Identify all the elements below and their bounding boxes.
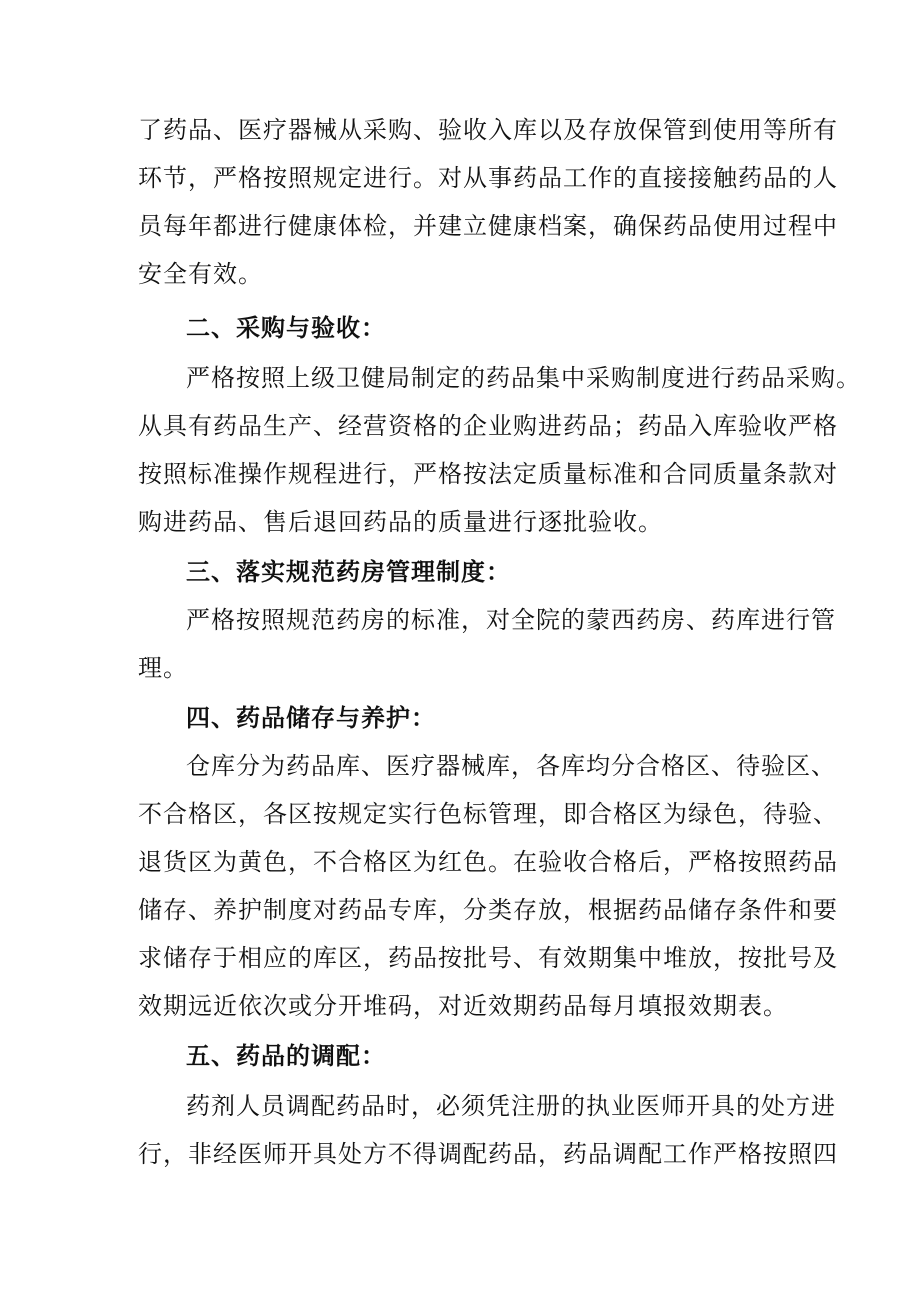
- paragraph-dispensing: [138, 1082, 838, 1178]
- paragraph-pharmacy-management: [138, 596, 836, 692]
- section-heading-pharmacy-management: 三、落实规范药房管理制度：: [186, 557, 511, 586]
- text-line: 安全有效。: [138, 260, 263, 288]
- text-line: 储存、养护制度对药品专库，分类存放，根据药品储存条件和要: [138, 896, 838, 924]
- section-heading-storage: 四、药品储存与养护：: [186, 703, 436, 732]
- text-line: 仓库分为药品库、医疗器械库，各库均分合格区、待验区、: [186, 752, 836, 780]
- text-line: 按照标准操作规程进行，严格按法定质量标准和合同质量条款对: [138, 460, 838, 488]
- paragraph-procurement: [138, 354, 861, 546]
- section-heading-procurement: 二、采购与验收：: [186, 313, 386, 342]
- text-line: 效期远近依次或分开堆码，对近效期药品每月填报效期表。: [138, 992, 788, 1020]
- text-line: 不合格区，各区按规定实行色标管理，即合格区为绿色，待验、: [138, 800, 838, 828]
- text-line: 环节，严格按照规定进行。对从事药品工作的直接接触药品的人: [138, 164, 838, 192]
- paragraph-intro-continuation: [138, 106, 838, 298]
- text-line: 求储存于相应的库区，药品按批号、有效期集中堆放，按批号及: [138, 944, 838, 972]
- text-line: 购进药品、售后退回药品的质量进行逐批验收。: [138, 508, 663, 536]
- text-line: 员每年都进行健康体检，并建立健康档案，确保药品使用过程中: [138, 212, 838, 240]
- text-line: 理。: [138, 654, 188, 682]
- text-line: 退货区为黄色，不合格区为红色。在验收合格后，严格按照药品: [138, 848, 838, 876]
- text-line: 严格按照上级卫健局制定的药品集中采购制度进行药品采购。: [186, 364, 861, 392]
- text-line: 从具有药品生产、经营资格的企业购进药品；药品入库验收严格: [138, 412, 838, 440]
- text-line: 药剂人员调配药品时，必须凭注册的执业医师开具的处方进: [186, 1092, 836, 1120]
- paragraph-storage: [138, 742, 838, 1030]
- section-heading-dispensing: 五、药品的调配：: [186, 1041, 386, 1070]
- text-line: 严格按照规范药房的标准，对全院的蒙西药房、药库进行管: [186, 606, 836, 634]
- text-line: 了药品、医疗器械从采购、验收入库以及存放保管到使用等所有: [138, 116, 838, 144]
- text-line: 行，非经医师开具处方不得调配药品，药品调配工作严格按照四: [138, 1140, 838, 1168]
